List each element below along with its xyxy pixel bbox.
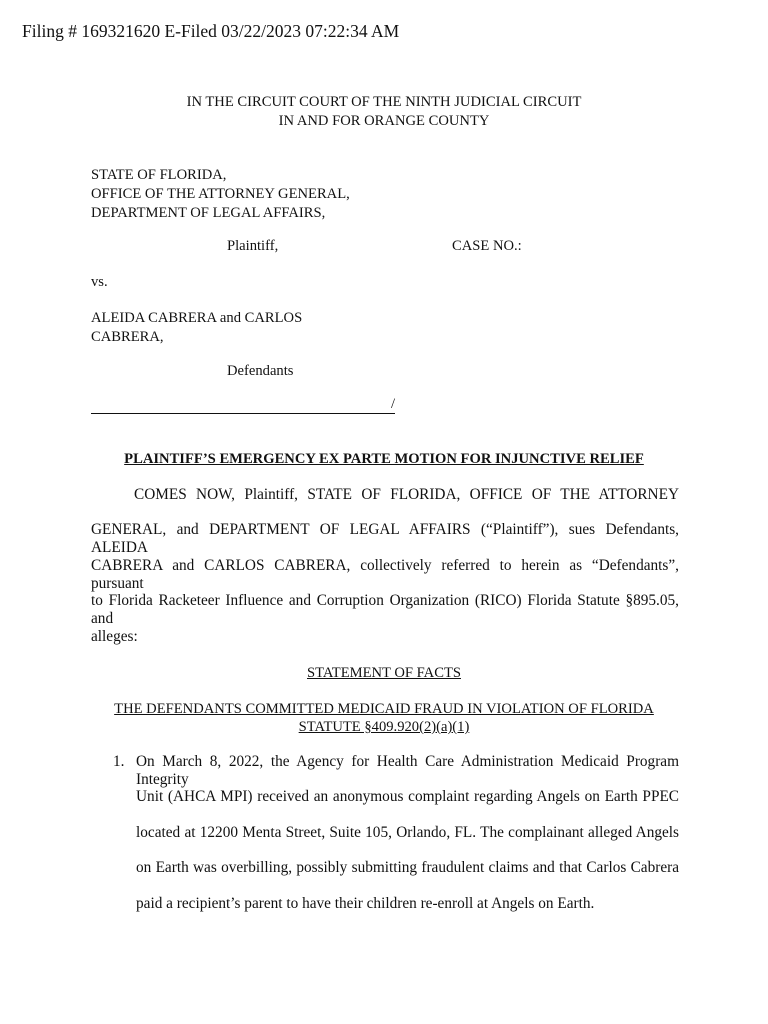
intro-line-2: GENERAL, and DEPARTMENT OF LEGAL AFFAIRS (“Plaintiff”), sues Defendants, ALEIDA bbox=[91, 521, 679, 556]
defendant-name-line: CABRERA, bbox=[91, 329, 164, 345]
item-line: located at 12200 Menta Street, Suite 105, Orlando, FL. The complainant alleged Angels bbox=[136, 824, 679, 841]
item-line: on Earth was overbilling, possibly submitting fraudulent claims and that Carlos Cabrera bbox=[136, 859, 679, 876]
filing-stamp: Filing # 169321620 E-Filed 03/22/2023 07:22:34 AM bbox=[22, 21, 400, 41]
intro-line-5: alleges: bbox=[91, 628, 138, 645]
plaintiff-name-line: STATE OF FLORIDA, bbox=[91, 167, 227, 183]
versus-label: vs. bbox=[91, 274, 108, 290]
plaintiff-name-block bbox=[91, 166, 350, 223]
item-line: On March 8, 2022, the Agency for Health Care Administration Medicaid Program Integrity bbox=[136, 753, 679, 788]
defendants-role: Defendants bbox=[227, 363, 294, 379]
section-heading-line-1: THE DEFENDANTS COMMITTED MEDICAID FRAUD IN VIOLATION OF FLORIDA bbox=[114, 701, 654, 717]
caption-slash: / bbox=[391, 396, 396, 412]
item-line: Unit (AHCA MPI) received an anonymous complaint regarding Angels on Earth PPEC bbox=[136, 788, 679, 805]
intro-line-1: COMES NOW, Plaintiff, STATE OF FLORIDA, OFFICE OF THE ATTORNEY bbox=[134, 486, 679, 503]
intro-line-3: CABRERA and CARLOS CABRERA, collectively referred to herein as “Defendants”, pursuant bbox=[91, 557, 679, 592]
court-name-line-1: IN THE CIRCUIT COURT OF THE NINTH JUDICIAL CIRCUIT bbox=[186, 94, 582, 110]
plaintiff-name-line: DEPARTMENT OF LEGAL AFFAIRS, bbox=[91, 205, 326, 221]
motion-title: PLAINTIFF’S EMERGENCY EX PARTE MOTION FOR INJUNCTIVE RELIEF bbox=[124, 451, 644, 467]
intro-line-4: to Florida Racketeer Influence and Corruption Organization (RICO) Florida Statute §895.05, and bbox=[91, 592, 679, 627]
plaintiff-role: Plaintiff, bbox=[227, 238, 279, 254]
statement-of-facts-heading: STATEMENT OF FACTS bbox=[307, 665, 461, 681]
item-line: paid a recipient’s parent to have their children re-enroll at Angels on Earth. bbox=[136, 895, 595, 912]
court-name-line-2: IN AND FOR ORANGE COUNTY bbox=[278, 113, 490, 129]
defendants-name-block bbox=[91, 309, 302, 347]
plaintiff-name-line: OFFICE OF THE ATTORNEY GENERAL, bbox=[91, 186, 350, 202]
caption-rule bbox=[91, 413, 395, 414]
case-number-label: CASE NO.: bbox=[452, 238, 522, 254]
section-heading-line-2: STATUTE §409.920(2)(a)(1) bbox=[298, 719, 470, 735]
item-number: 1. bbox=[113, 753, 125, 770]
defendant-name-line: ALEIDA CABRERA and CARLOS bbox=[91, 310, 303, 326]
